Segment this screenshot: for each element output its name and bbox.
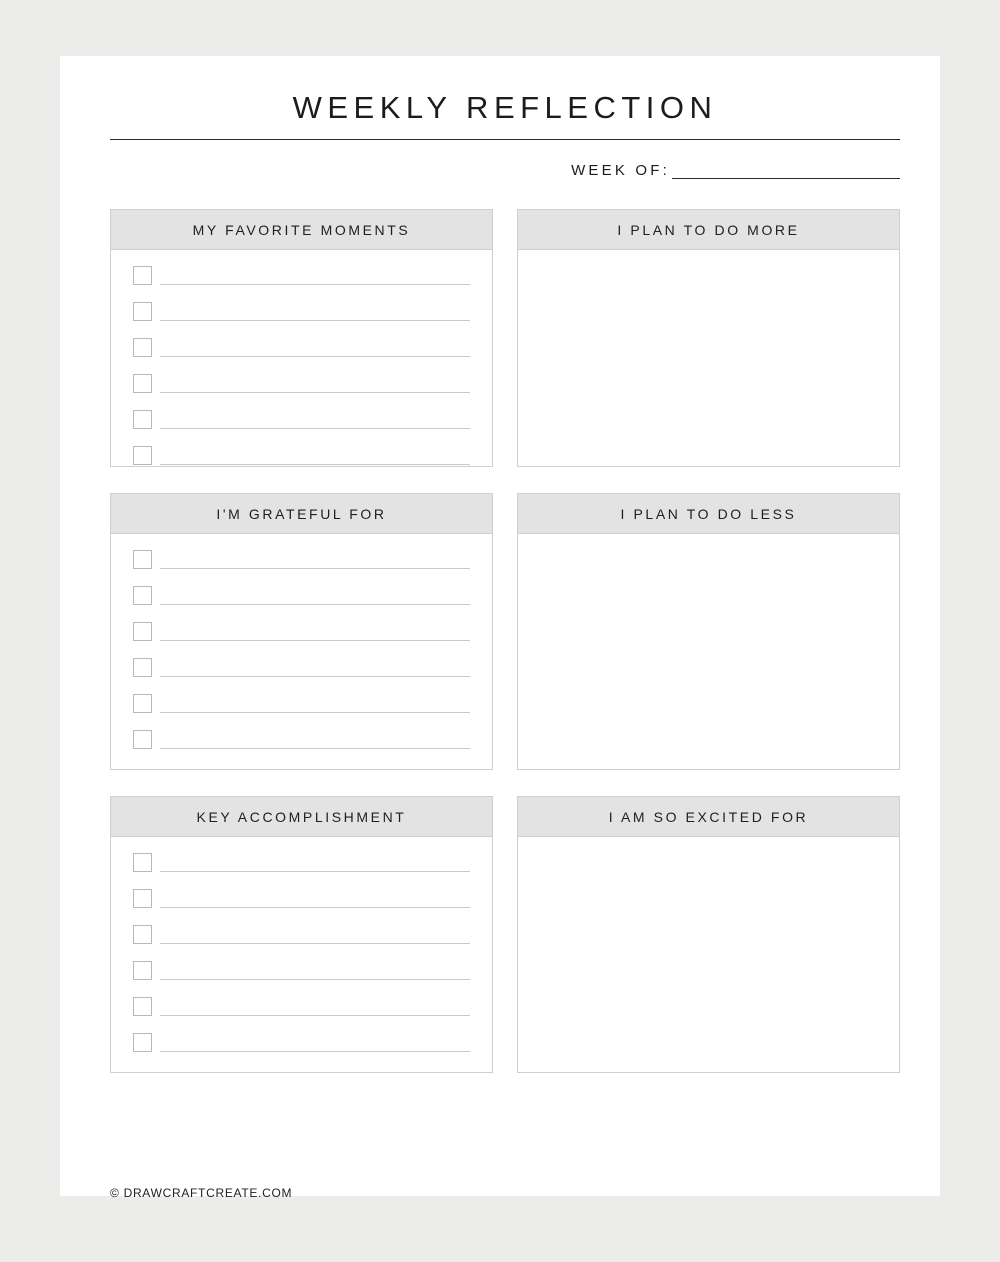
week-of-label: WEEK OF:: [571, 162, 670, 179]
section-heading: I AM SO EXCITED FOR: [518, 797, 899, 837]
checkbox-icon[interactable]: [133, 853, 152, 872]
list-item[interactable]: [133, 961, 470, 980]
section-heading: MY FAVORITE MOMENTS: [111, 210, 492, 250]
write-line[interactable]: [160, 663, 470, 677]
sheet-content: [110, 90, 900, 1200]
checkbox-icon[interactable]: [133, 889, 152, 908]
section-heading: I PLAN TO DO MORE: [518, 210, 899, 250]
footer-credit: © DRAWCRAFTCREATE.COM: [110, 1186, 293, 1200]
section-key-accomplishment: [110, 796, 493, 1073]
page-title: WEEKLY REFLECTION: [292, 90, 718, 125]
write-line[interactable]: [160, 1038, 470, 1052]
write-line[interactable]: [160, 894, 470, 908]
list-item[interactable]: [133, 997, 470, 1016]
sections-grid: [110, 209, 900, 1073]
section-im-grateful-for: [110, 493, 493, 770]
page-header: [110, 90, 900, 179]
list-item[interactable]: [133, 925, 470, 944]
checkbox-icon[interactable]: [133, 730, 152, 749]
checkbox-icon[interactable]: [133, 266, 152, 285]
list-item[interactable]: [133, 302, 470, 321]
write-line[interactable]: [160, 307, 470, 321]
freeform-area-i-am-so-excited-for[interactable]: [518, 837, 899, 1112]
write-line[interactable]: [160, 858, 470, 872]
write-line[interactable]: [160, 930, 470, 944]
write-line[interactable]: [160, 966, 470, 980]
list-item[interactable]: [133, 410, 470, 429]
write-line[interactable]: [160, 699, 470, 713]
section-i-plan-to-do-more: [517, 209, 900, 467]
title-divider: [110, 139, 900, 140]
checklist-key-accomplishment: [111, 837, 492, 1070]
checkbox-icon[interactable]: [133, 925, 152, 944]
week-of-input[interactable]: [672, 164, 900, 179]
write-line[interactable]: [160, 627, 470, 641]
list-item[interactable]: [133, 266, 470, 285]
list-item[interactable]: [133, 446, 470, 465]
checklist-my-favorite-moments: [111, 250, 492, 460]
freeform-area-i-plan-to-do-more[interactable]: [518, 250, 899, 506]
list-item[interactable]: [133, 338, 470, 357]
list-item[interactable]: [133, 730, 470, 749]
checkbox-icon[interactable]: [133, 997, 152, 1016]
list-item[interactable]: [133, 889, 470, 908]
checkbox-icon[interactable]: [133, 374, 152, 393]
list-item[interactable]: [133, 853, 470, 872]
list-item[interactable]: [133, 586, 470, 605]
section-heading: I PLAN TO DO LESS: [518, 494, 899, 534]
list-item[interactable]: [133, 550, 470, 569]
checkbox-icon[interactable]: [133, 961, 152, 980]
checklist-im-grateful-for: [111, 534, 492, 767]
freeform-area-i-plan-to-do-less[interactable]: [518, 534, 899, 809]
section-heading: I'M GRATEFUL FOR: [111, 494, 492, 534]
write-line[interactable]: [160, 271, 470, 285]
list-item[interactable]: [133, 1033, 470, 1052]
list-item[interactable]: [133, 622, 470, 641]
checkbox-icon[interactable]: [133, 446, 152, 465]
write-line[interactable]: [160, 735, 470, 749]
checkbox-icon[interactable]: [133, 338, 152, 357]
write-line[interactable]: [160, 591, 470, 605]
checkbox-icon[interactable]: [133, 622, 152, 641]
write-line[interactable]: [160, 1002, 470, 1016]
write-line[interactable]: [160, 415, 470, 429]
section-i-am-so-excited-for: [517, 796, 900, 1073]
checkbox-icon[interactable]: [133, 694, 152, 713]
list-item[interactable]: [133, 658, 470, 677]
write-line[interactable]: [160, 451, 470, 465]
list-item[interactable]: [133, 374, 470, 393]
checkbox-icon[interactable]: [133, 1033, 152, 1052]
week-of-row: [110, 162, 900, 179]
checkbox-icon[interactable]: [133, 410, 152, 429]
checkbox-icon[interactable]: [133, 658, 152, 677]
write-line[interactable]: [160, 555, 470, 569]
write-line[interactable]: [160, 379, 470, 393]
list-item[interactable]: [133, 694, 470, 713]
section-heading: KEY ACCOMPLISHMENT: [111, 797, 492, 837]
checkbox-icon[interactable]: [133, 550, 152, 569]
section-my-favorite-moments: [110, 209, 493, 467]
printable-sheet: [60, 56, 940, 1200]
checkbox-icon[interactable]: [133, 302, 152, 321]
checkbox-icon[interactable]: [133, 586, 152, 605]
section-i-plan-to-do-less: [517, 493, 900, 770]
write-line[interactable]: [160, 343, 470, 357]
